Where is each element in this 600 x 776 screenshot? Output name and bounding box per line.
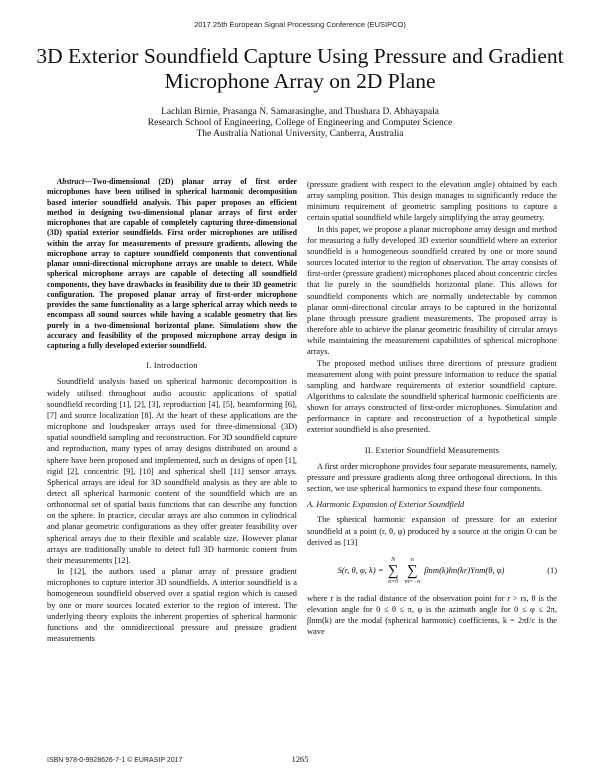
right-column	[307, 179, 557, 637]
section-heading-introduction: I. Introduction	[146, 361, 198, 371]
right-paragraph-3: The proposed method utilises three directions of pressure gradient measurement along with point pressure information to reduce the spatial sampling and hardware requirements of exterior soundfield capture. Algorithms to calculate the soundfield spherical harmonic coefficients are shown for arrays constructed of first-order microphones. Simulation and performance in capture and reconstruction of a hypothetical simple exterior soundfield is also presented.	[307, 358, 557, 435]
summation-n	[388, 556, 399, 586]
right-paragraph-1: (pressure gradient with respect to the elevation angle) obtained by each array sampling position. This design manages to significantly reduce the minimum requirement of geometric sampling positions to capture a certain spatial soundfield while largely simplifying the array geometry.	[307, 180, 557, 223]
sigma-icon: ∑	[407, 562, 418, 579]
sum-m-lower: m=−n	[404, 578, 421, 585]
author-block	[0, 107, 600, 140]
equation-lhs: S(r, θ, φ, k) =	[337, 564, 384, 575]
after-equation-paragraph: where r is the radial distance of the observation point for r > rs, θ is the elevation angle for 0 ≤ θ ≤ π, φ is the azimuth angle for 0 ≤ φ ≤ 2π, βnm(k) are the modal (spherical harmonic) coefficients, k = 2πf/c is the wave	[307, 593, 557, 637]
subsection-heading: A. Harmonic Expansion of Exterior Soundfield	[307, 500, 465, 510]
section2-paragraph-1: A first order microphone provides four separate measurements, namely, pressure and pressure gradients along three orthogonal directions. In this section, we use spherical harmonics to expand these four components.	[307, 461, 557, 494]
left-column	[47, 177, 297, 644]
equation-1	[307, 551, 557, 591]
sum-n-lower: n=0	[388, 578, 399, 585]
affiliation-line-2: The Australia National University, Canberra, Australia	[196, 129, 404, 139]
right-paragraph-2: In this paper, we propose a planar microphone array design and method for measuring a fully developed 3D exterior soundfield where an exterior soundfield is a homogeneous soundfield created by one or more sound sources located interior to the region of observation. The array consists of first-order (pressure gradient) microphones placed about concentric circles that lie purely in the soundfields horizontal plane. This allows for soundfield components which are normally undetectable by common planar omni-directional circular arrays to be captured in the horizontal plane through pressure gradient measurements. The proposed array is therefore able to achieve the planar geometric feasibility of circular arrays while maintaining the measurement capabilities of spherical microphone arrays.	[307, 224, 557, 357]
footer-isbn: ISBN 978-0-9928626-7-1 © EURASIP 2017	[47, 757, 183, 764]
abstract: Abstract—Two-dimensional (2D) planar array of first order microphones have been utilised in spherical harmonic decomposition based interior soundfield analysis. This paper proposes an efficient method in designing two-dimensional planar arrays of first order microphones that are capable of completely capturing three-dimensional (3D) spatial exterior soundfields. First order microphones are utilised within the array for measurements of pressure gradients, allowing the microphone array to capture soundfield components that conventional planar omni-directional microphone arrays are unable to detect. While spherical microphone arrays are capable of detecting all soundfield components, they have drawbacks in feasibility due to their 3D geometric configuration. The proposed planar array of first-order microphone provides the same functionality as a large spherical array which needs to encompass all sound sources while having a scalable geometry that lies purely in a two-dimensional horizontal plane. Simulations show the accuracy and feasibility of the proposed microphone array design in capturing a fully developed exterior soundfield.	[47, 177, 297, 350]
equation-number: (1)	[547, 566, 557, 576]
affiliation-line-1: Research School of Engineering, College of Engineering and Computer Science	[147, 118, 453, 128]
intro-paragraph-1: Soundfield analysis based on spherical harmonic decomposition is widely utilised throughout audio acoustic applications of spatial soundfield recording [1], [2], [3], reproduction [4], [5], beamforming [6], [7] and source localization [8]. At the heart of these applications are the microphone and loudspeaker arrays used for three-dimensional (3D) spatial soundfield sampling and reconstruction. For 3D soundfield capture and reproduction, many types of array designs distributed on around a sphere have been proposed and implemented, such as designs of open [1], rigid [2], concentric [9], [10] and spherical shell [11] sensor arrays. Spherical arrays are ideal for 3D soundfield analysis as they are able to detect all spherical harmonic content of the soundfield which are an orthonormal set of spatial basis functions that can describe any function on the sphere. In practice, circular arrays are also common in cylindrical and planar geometric configurations as they offer greater feasibility over spherical arrays due to their flexible and scalable size. However planar arrays are traditionally unable to detect full 3D harmonic content from their measurements [12].	[47, 377, 297, 565]
author-names: Lachlan Birnie, Prasanga N. Samarasinghe, and Thushara D. Abhayapala	[161, 107, 439, 117]
abstract-text: Two-dimensional (2D) planar array of first order microphones have been utilised in spherical harmonic decomposition based interior soundfield analysis. This paper proposes an efficient method in designing two-dimensional planar arrays of first order microphones that are capable of completely capturing three-dimensional (3D) spatial exterior soundfields. First order microphones are utilised within the array for measurements of pressure gradients, allowing the microphone array to capture soundfield components that conventional planar omni-directional microphone arrays are unable to detect. While spherical microphone arrays are capable of detecting all soundfield components, they have drawbacks in feasibility due to their 3D geometric configuration. The proposed planar array of first-order microphone provides the same functionality as a large spherical array which needs to encompass all sound sources while having a scalable geometry that lies purely in a two-dimensional horizontal plane. Simulations show the accuracy and feasibility of the proposed microphone array design in capturing a fully developed exterior soundfield.	[47, 177, 297, 350]
summation-m	[405, 556, 420, 586]
sum-m-upper: n	[410, 556, 414, 563]
sigma-icon: ∑	[387, 562, 399, 579]
page-number: 1265	[291, 755, 309, 764]
equation-rhs: βnm(k)hn(kr)Ynm(θ, φ)	[424, 564, 505, 575]
intro-paragraph-2: In [12], the authors used a planar array of pressure gradient microphones to capture interior 3D soundfields. A interior soundfield is a homogeneous soundfield observed over a spatial region which is caused by one or more sources located exterior to the region of interest. The underlying theory exploits the inherent properties of spherical harmonic functions and the omnidirectional pressure and pressure gradient measurements	[47, 567, 297, 643]
subsection-paragraph-1: The spherical harmonic expansion of pressure for an exterior soundfield at a point (r, θ, φ) produced by a source at the origin O can be derived as [13]	[307, 515, 557, 547]
sum-n-upper: N	[391, 556, 396, 563]
section-heading-measurements: II. Exterior Soundfield Measurements	[364, 445, 500, 455]
abstract-label: Abstract	[57, 177, 85, 186]
paper-title: 3D Exterior Soundfield Capture Using Pressure and Gradient Microphone Array on 2D Plane	[36, 44, 564, 93]
equation-formula	[307, 556, 535, 586]
conference-header: 2017 25th European Signal Processing Conference (EUSIPCO)	[194, 20, 406, 29]
